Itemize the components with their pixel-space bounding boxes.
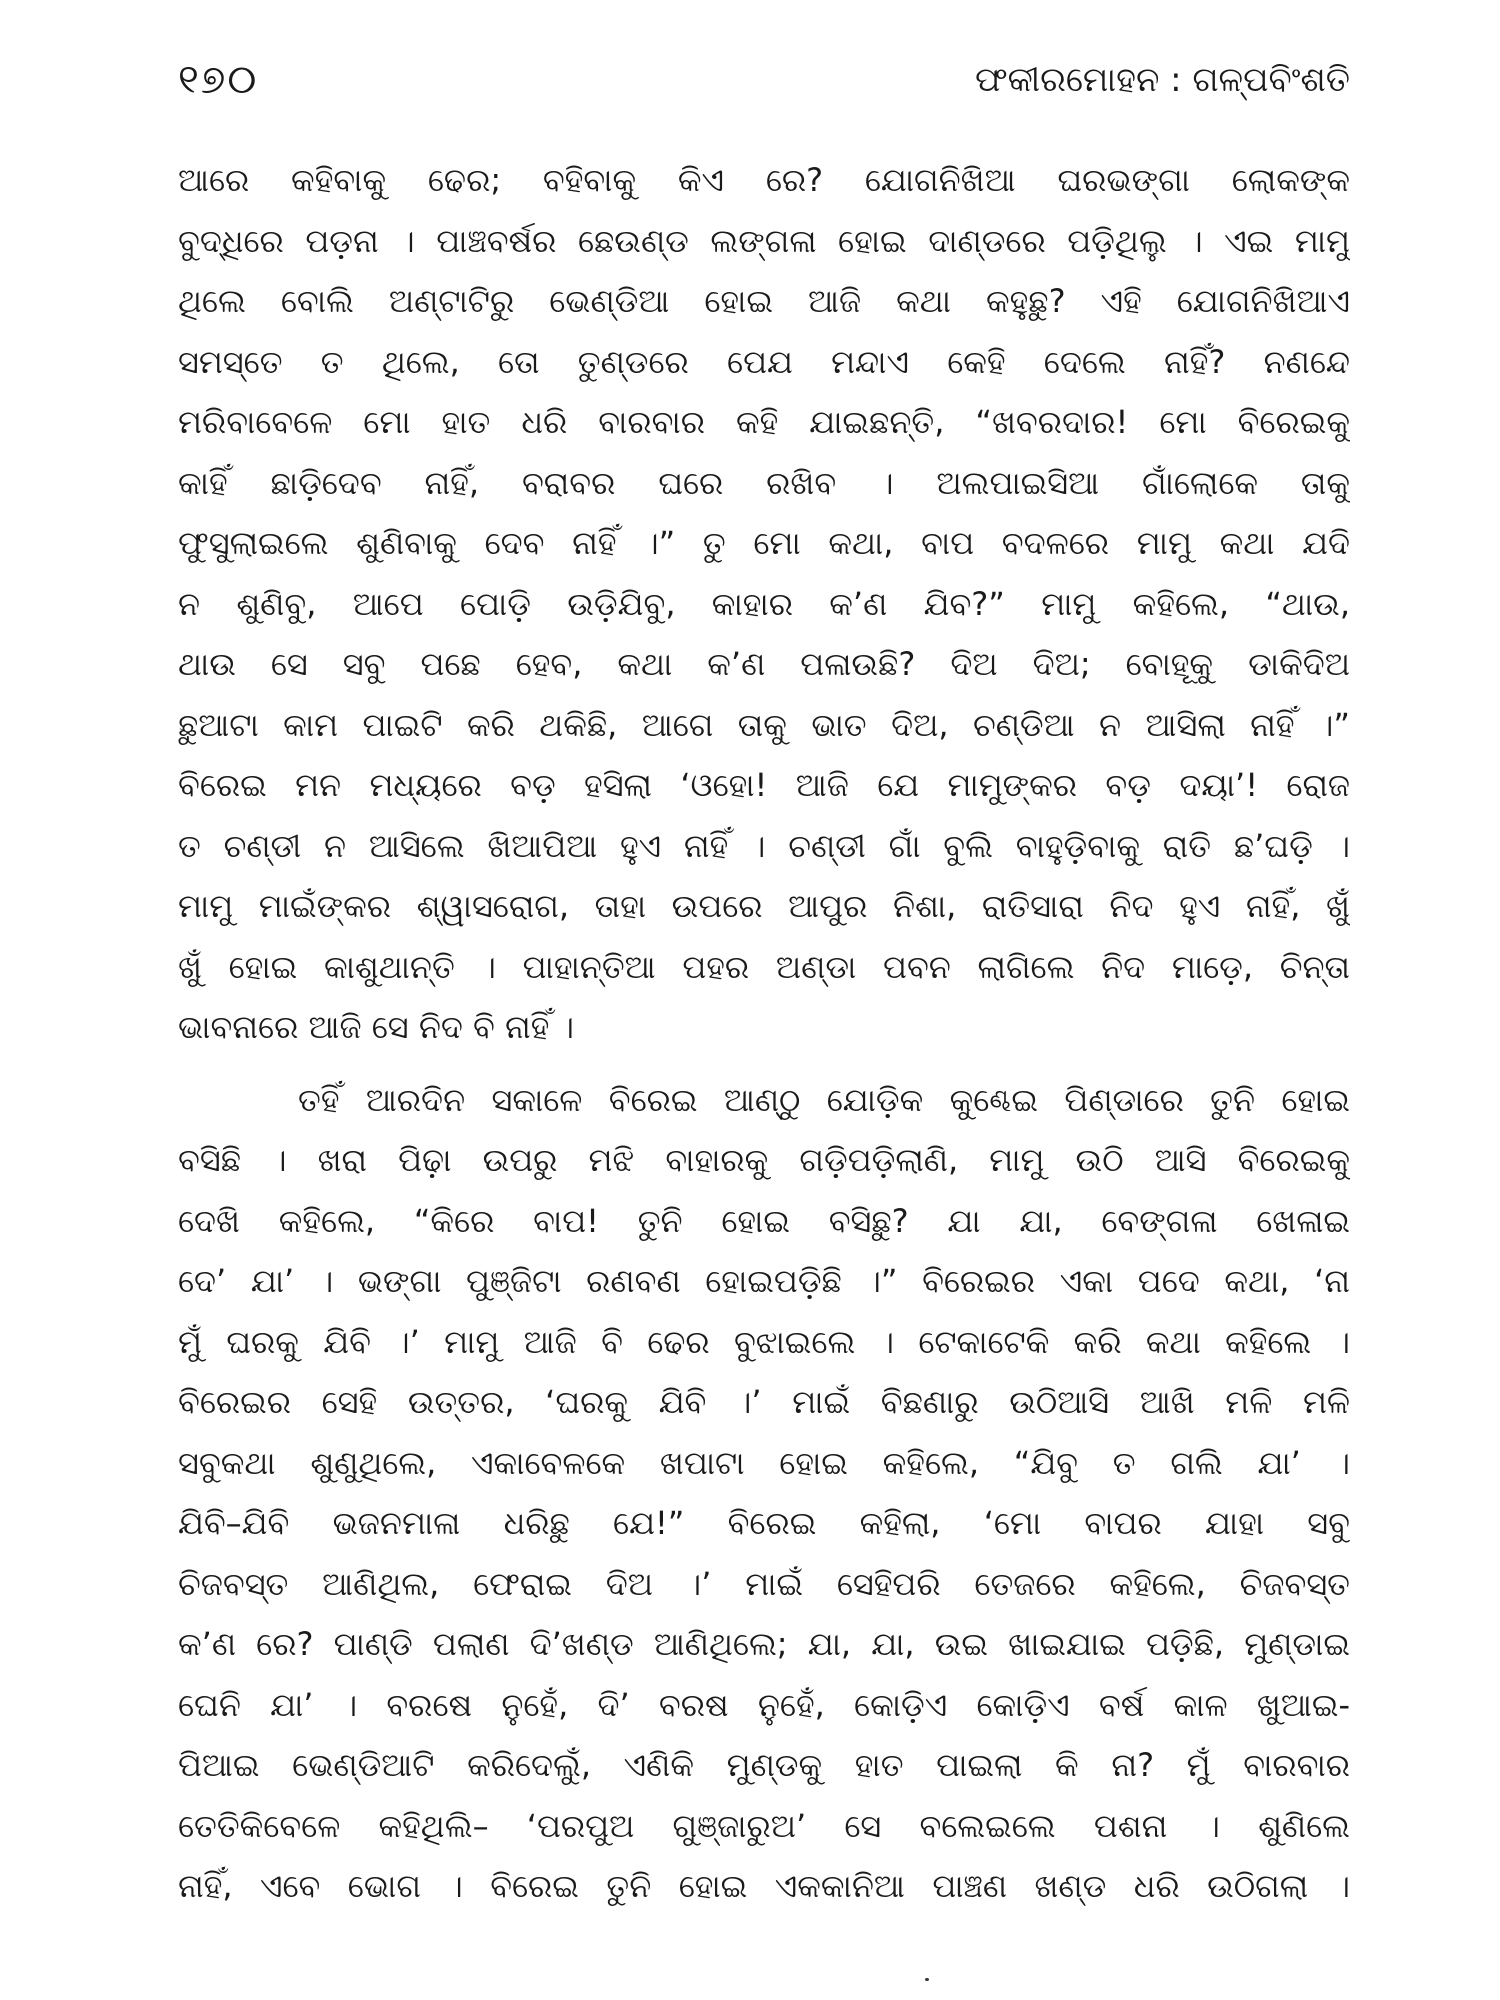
print-speck: [925, 1978, 929, 1981]
text-line: ଚିଜବସ୍ତ ଆଣିଥିଲ, ଫେରାଇ ଦିଅ ।’ ମାଇଁ ସେହିପରି ତେଜରେ କହିଲେ, ଚିଜବସ୍ତ: [178, 1564, 1350, 1603]
text-line: ନାହିଁ, ଏବେ ଭୋଗ । ବିରେଇ ତୁନି ହୋଇ ଏକକାନିଆ ପାଞ୍ଚଣ ଖଣ୍ଡ ଧରି ଉଠିଗଲା ।: [178, 1867, 1350, 1905]
text-line: ମାମୁ ମାଇଁଙ୍କର ଶ୍ୱାସରୋଗ, ତାହା ଉପରେ ଆପୁର ନିଶା, ରାତିସାରା ନିଦ ହୁଏ ନାହିଁ, ଖୁଁ: [178, 887, 1350, 925]
page-header: [178, 50, 1350, 110]
text-line: କାହିଁ ଛାଡ଼ିଦେବ ନାହିଁ, ବରାବର ଘରେ ରଖିବ । ଅଲପାଇସିଆ ଗାଁଲୋକେ ତାକୁ: [178, 463, 1350, 502]
paragraph-1: [178, 150, 1350, 1058]
paragraph-2: [178, 1070, 1350, 1917]
text-line: ତ ଚଣ୍ଡୀ ନ ଆସିଲେ ଖିଆପିଆ ହୁଏ ନାହିଁ । ଚଣ୍ଡୀ ଗାଁ ବୁଲି ବାହୁଡ଼ିବାକୁ ରାତି ଛ’ଘଡ଼ି ।: [178, 826, 1350, 865]
text-line: ନ ଶୁଣିବୁ, ଆପେ ପୋଡ଼ି ଉଡ଼ିଯିବୁ, କାହାର କ’ଣ ଯିବ?” ମାମୁ କହିଲେ, “ଥାଉ,: [178, 584, 1350, 623]
text-line: ବିରେଇର ସେହି ଉତ୍ତର, ‘ଘରକୁ ଯିବି ।’ ମାଇଁ ବିଛଣାରୁ ଉଠିଆସି ଆଖି ମଳି ମଳି: [178, 1383, 1350, 1421]
text-line: ଦେଖି କହିଲେ, “କିରେ ବାପ! ତୁନି ହୋଇ ବସିଛୁ? ଯା ଯା, ବେଙ୍ଗଳା ଖେଳାଇ: [178, 1201, 1350, 1240]
text-line: ଯିବି–ଯିବି ଭଜନମାଳା ଧରିଛୁ ଯେ!” ବିରେଇ କହିଲା, ‘ମୋ ବାପର ଯାହା ସବୁ: [178, 1504, 1350, 1542]
text-line: ଫୁସୁଲାଇଲେ ଶୁଣିବାକୁ ଦେବ ନାହିଁ ।” ତୁ ମୋ କଥା, ବାପ ବଦଳରେ ମାମୁ କଥା ଯଦି: [178, 524, 1350, 562]
text-line: ମୁଁ ଘରକୁ ଯିବି ।’ ମାମୁ ଆଜି ବି ଢେର ବୁଝାଇଲେ । ଟେକାଟେକି କରି କଥା କହିଲେ ।: [178, 1322, 1350, 1361]
page-number: ୧୭୦: [178, 57, 259, 103]
text-line: ବସିଛି । ଖରା ପିଢ଼ା ଉପରୁ ମଝି ବାହାରକୁ ଗଡ଼ିପଡ଼ିଲାଣି, ମାମୁ ଉଠି ଆସି ବିରେଇକୁ: [178, 1141, 1350, 1179]
text-line: ବିରେଇ ମନ ମଧ୍ୟରେ ବଡ଼ ହସିଲା ‘ଓହୋ! ଆଜି ଯେ ମାମୁଙ୍କର ବଡ଼ ଦୟା’! ରୋଜ: [178, 766, 1350, 804]
text-line: ତହିଁ ଆରଦିନ ସକାଳେ ବିରେଇ ଆଣ୍ଠୁ ଯୋଡ଼ିକ କୁଣ୍ଢେଇ ପିଣ୍ଡାରେ ତୁନି ହୋଇ: [298, 1080, 1350, 1119]
paragraph-gap: [178, 1058, 1350, 1070]
text-line: ଥିଲେ ବୋଲି ଅଣ୍ଟାଟିରୁ ଭେଣ୍ଡିଆ ହୋଇ ଆଜି କଥା କହୁଛୁ? ଏହି ଯୋଗନିଖିଆଏ: [178, 282, 1350, 320]
text-line: ବୁଦ୍ଧିରେ ପଡ଼ନା । ପାଞ୍ଚବର୍ଷର ଛେଉଣ୍ଡ ଲଙ୍ଗଳା ହୋଇ ଦାଣ୍ଡରେ ପଡ଼ିଥିଲୁ । ଏଇ ମାମୁ: [178, 221, 1350, 260]
text-line: ମରିବାବେଳେ ମୋ ହାତ ଧରି ବାରବାର କହି ଯାଇଛନ୍ତି, “ଖବରଦାର! ମୋ ବିରେଇକୁ: [178, 403, 1350, 441]
text-line: କ’ଣ ରେ? ପାଣ୍ଡି ପଲାଣ ଦି’ଖଣ୍ଡ ଆଣିଥିଲେ; ଯା, ଯା, ଉଇ ଖାଇଯାଇ ପଡ଼ିଛି, ମୁଣ୍ଡାଇ: [178, 1625, 1350, 1663]
text-line: ଥାଉ ସେ ସବୁ ପଛେ ହେବ, କଥା କ’ଣ ପଳାଉଛି? ଦିଅ ଦିଅ; ବୋହୂକୁ ଡାକିଦିଅ: [178, 645, 1350, 683]
text-line: ଘେନି ଯା’ । ବରଷେ ନୁହେଁ, ଦି’ ବରଷ ନୁହେଁ, କୋଡ଼ିଏ କୋଡ଼ିଏ ବର୍ଷ କାଳ ଖୁଆଇ-: [178, 1685, 1350, 1724]
text-line: ସବୁକଥା ଶୁଣୁଥିଲେ, ଏକାବେଳକେ ଖପାଟା ହୋଇ କହିଲେ, “ଯିବୁ ତ ଗଲି ଯା’ ।: [178, 1443, 1350, 1482]
text-line: ଖୁଁ ହୋଇ କାଶୁଥାନ୍ତି । ପାହାନ୍ତିଆ ପହର ଅଣ୍ଡା ପବନ ଲାଗିଲେ ନିଦ ମାଡ଼େ, ଚିନ୍ତା: [178, 947, 1350, 986]
text-line: ତେତିକିବେଳେ କହିଥିଲି– ‘ପରପୁଅ ଗୁଞ୍ଜାରୁଅ’ ସେ ବଲେଇଲେ ପଶନା । ଶୁଣିଲେ: [178, 1806, 1350, 1845]
text-line: ଆରେ କହିବାକୁ ଢେର; ବହିବାକୁ କିଏ ରେ? ଯୋଗନିଖିଆ ଘରଭଙ୍ଗା ଲୋକଙ୍କ: [178, 161, 1350, 199]
running-title: ଫକୀରମୋହନ : ଗଳ୍ପବିଂଶତି: [974, 60, 1350, 100]
text-line: ଛୁଆଟା କାମ ପାଇଟି କରି ଥକିଛି, ଆଗେ ତାକୁ ଭାତ ଦିଅ, ଚଣ୍ଡିଆ ନ ଆସିଲା ନାହିଁ ।”: [178, 705, 1350, 744]
text-line: ପିଆଇ ଭେଣ୍ଡିଆଟି କରିଦେଲୁଁ, ଏଣିକି ମୁଣ୍ଡକୁ ହାତ ପାଇଲା କି ନା? ମୁଁ ବାରବାର: [178, 1746, 1350, 1784]
text-line: ଭାବନାରେ ଆଜି ସେ ନିଦ ବି ନାହିଁ ।: [178, 1008, 575, 1046]
text-line: ଦେ’ ଯା’ । ଭଙ୍ଗା ପୁଞ୍ଜିଟା ରଣବଣ ହୋଇପଡ଼ିଛି ।” ବିରେଇର ଏକା ପଦେ କଥା, ‘ନା: [178, 1262, 1350, 1300]
body-text: [178, 150, 1350, 1917]
text-line: ସମସ୍ତେ ତ ଥିଲେ, ତୋ ତୁଣ୍ଡରେ ପେଯ ମନ୍ଦାଏ କେହି ଦେଲେ ନାହିଁ? ନଣନ୍ଦେ: [178, 342, 1350, 381]
